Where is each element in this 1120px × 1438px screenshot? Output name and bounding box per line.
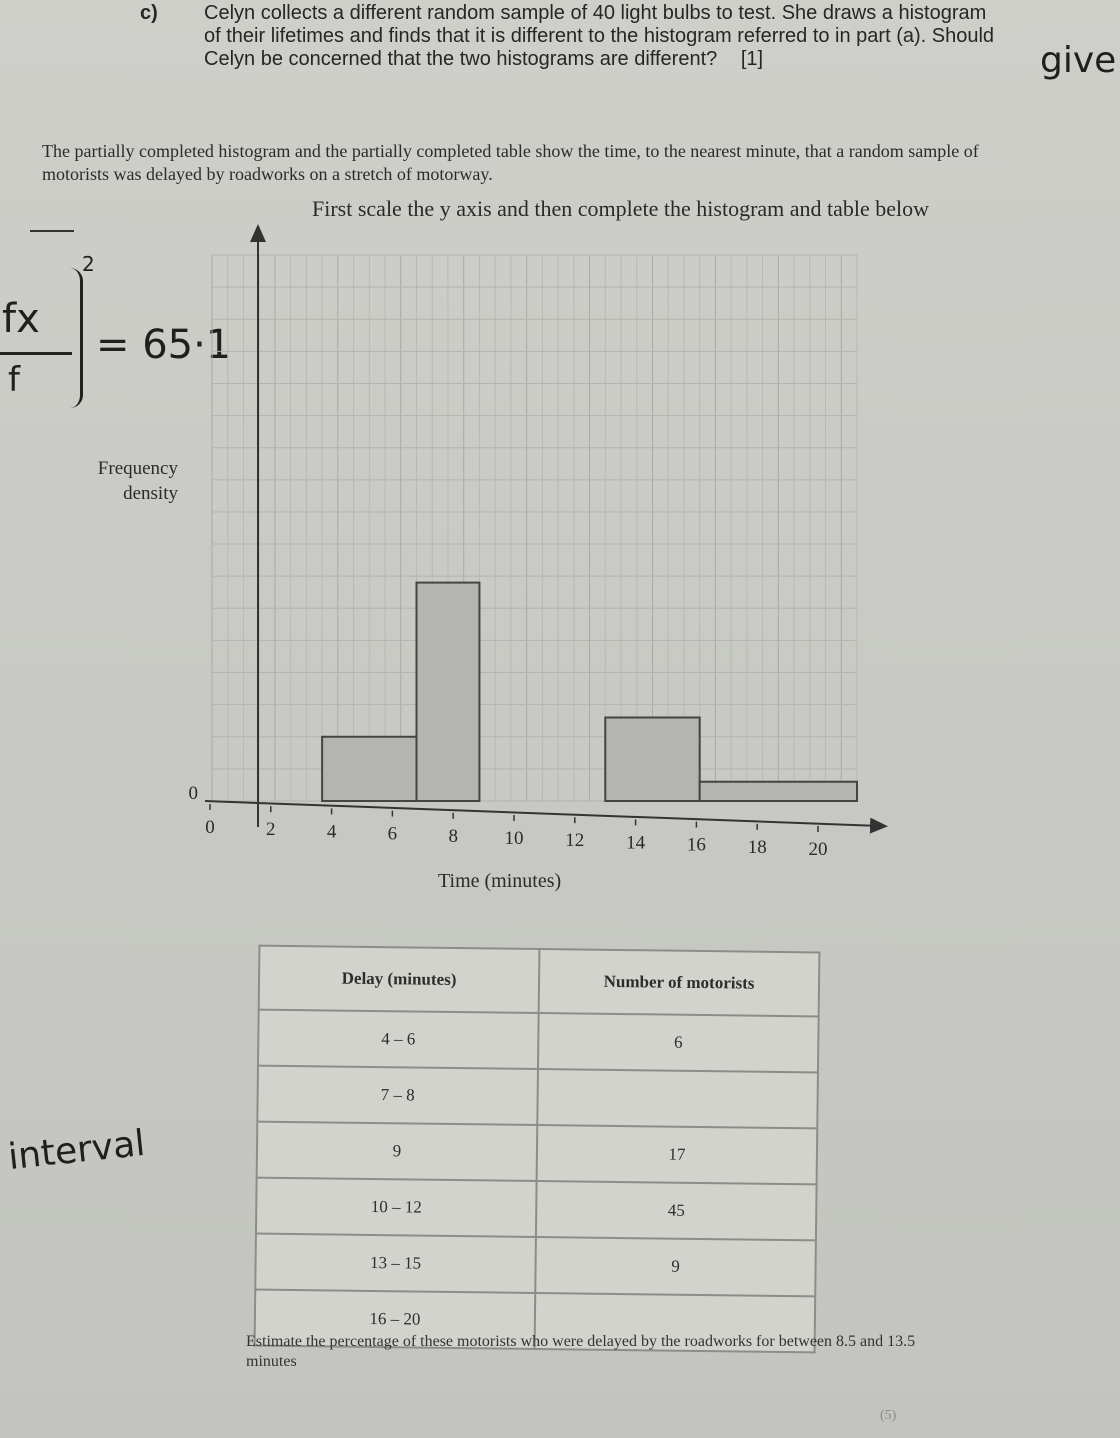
handwritten-f: f: [8, 360, 20, 400]
table-row: [258, 1010, 819, 1073]
x-tick-label: 16: [686, 834, 706, 856]
delay-cell: 7 – 8: [257, 1066, 538, 1125]
frequency-table: [254, 945, 821, 1354]
question-text: Celyn collects a different random sample of 40 light bulbs to test. She draws a histogram of their lifetimes and finds that it is different to the histogram referred to in part (a). Should Celyn be concerned that the two histograms are different?: [204, 2, 995, 70]
count-cell[interactable]: 17: [537, 1125, 818, 1184]
instruction-text: First scale the y axis and then complete the histogram and table below: [312, 196, 930, 221]
intro-text: The partially completed histogram and the partially completed table show the time, to the nearest minute, that a random sample of motorists was delayed by roadworks on a stretch of motorway.: [42, 141, 979, 184]
y-axis-title: Frequency density: [97, 458, 178, 504]
table-row: [255, 1234, 816, 1297]
histogram-bar: [605, 717, 699, 801]
delay-cell: 4 – 6: [258, 1010, 539, 1069]
x-tick-label: 2: [266, 819, 276, 841]
x-tick-label: 12: [565, 830, 585, 852]
x-axis-line: [205, 801, 880, 826]
question-label: c): [140, 2, 158, 24]
delay-cell: 16 – 20: [255, 1290, 536, 1349]
table-row: [257, 1122, 818, 1185]
delay-cell: 13 – 15: [255, 1234, 536, 1293]
delay-column-header: Delay (minutes): [259, 946, 540, 1013]
grid-lines: [212, 255, 857, 801]
x-tick-label: 6: [387, 823, 398, 845]
table-row: [257, 1066, 818, 1129]
histogram-bar: [322, 737, 416, 801]
x-tick-label: 10: [504, 828, 524, 849]
handwritten-square: 2: [82, 252, 95, 276]
question-marks: [1]: [740, 48, 764, 70]
count-cell[interactable]: 9: [535, 1237, 816, 1296]
x-axis-title: Time (minutes): [438, 870, 562, 892]
x-tick-label: 4: [326, 821, 337, 843]
count-cell[interactable]: [537, 1069, 818, 1128]
count-cell[interactable]: 6: [538, 1013, 819, 1072]
histogram-bar: [417, 583, 480, 801]
x-tick-label: 8: [448, 825, 458, 847]
handwritten-give: give: [1040, 40, 1117, 81]
handwritten-fx: fx: [2, 296, 40, 342]
table-row: [256, 1178, 817, 1241]
x-tick-label: 18: [747, 836, 767, 858]
estimate-question: Estimate the percentage of these motorists who were delayed by the roadworks for between 8.5 and 13.5 minutes: [246, 1333, 916, 1370]
x-tick-label: 20: [808, 839, 828, 860]
handwritten-interval: interval: [6, 1122, 148, 1179]
table-header-row: [259, 946, 820, 1017]
x-tick-label: 14: [626, 832, 646, 854]
y-tick-label: 0: [188, 783, 198, 804]
delay-cell: 9: [257, 1122, 538, 1181]
handwritten-result: = 65·1: [96, 322, 232, 368]
footer-mark: (5): [880, 1408, 897, 1423]
delay-cell: 10 – 12: [256, 1178, 537, 1237]
histogram-bar: [700, 782, 857, 801]
x-tick-label: 0: [205, 817, 215, 838]
count-cell[interactable]: 45: [536, 1181, 817, 1240]
count-column-header: Number of motorists: [539, 949, 820, 1016]
